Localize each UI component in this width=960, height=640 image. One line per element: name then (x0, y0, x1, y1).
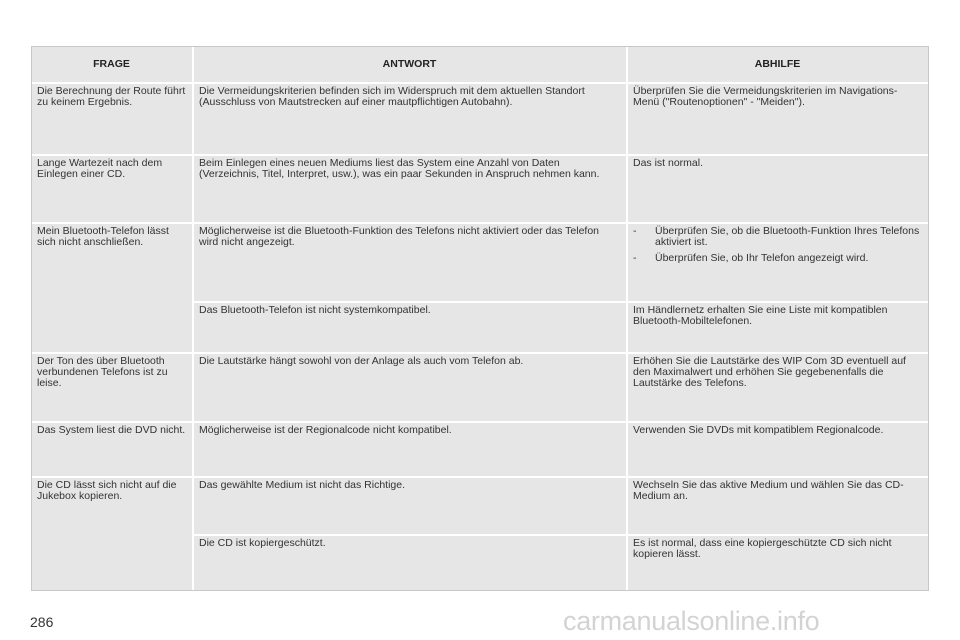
column-divider (192, 47, 194, 590)
row-dvd-frage: Das System liest die DVD nicht. (37, 424, 186, 436)
header-abhilfe: ABHILFE (754, 58, 801, 70)
row-bluetooth-abhilfe (628, 224, 928, 269)
bullet-text: Überprüfen Sie, ob die Bluetooth-Funktion Ihres Telefons aktiviert ist. (655, 225, 920, 248)
row-route-frage: Die Berechnung der Route führt zu keinem Ergebnis. (37, 85, 186, 108)
row-volume-abhilfe: Erhöhen Sie die Lautstärke des WIP Com 3D eventuell auf den Maximalwert und erhöhen Sie gegebenenfalls die Lautstärke des Telefons. (633, 355, 906, 389)
row-jukebox-abhilfe: Wechseln Sie das aktive Medium und wählen Sie das CD-Medium an. (633, 479, 904, 502)
row-cd-wait-abhilfe: Das ist normal. (633, 157, 704, 169)
watermark: carmanualsonline.info (563, 606, 820, 636)
row-bt-compat-abhilfe: Im Händlernetz erhalten Sie eine Liste mit kompatiblen Bluetooth-Mobiltelefonen. (633, 304, 888, 327)
row-dvd-antwort: Möglicherweise ist der Regionalcode nicht kompatibel. (199, 424, 452, 436)
bullet-dash: - (633, 252, 637, 264)
row-jukebox-antwort: Das gewählte Medium ist nicht das Richtige. (199, 479, 406, 491)
row-copyprotect-antwort: Die CD ist kopiergeschützt. (199, 537, 326, 549)
row-bt-compat-antwort: Das Bluetooth-Telefon ist nicht systemkompatibel. (199, 304, 431, 316)
row-volume-frage: Der Ton des über Bluetooth verbundenen Telefons ist zu leise. (37, 355, 168, 389)
row-cd-wait-antwort: Beim Einlegen eines neuen Mediums liest das System eine Anzahl von Daten (Verzeichnis, Titel, Interpret, usw.), was ein paar Sekunden in Anspruch nehmen kann. (199, 157, 600, 180)
row-cd-wait-frage: Lange Wartezeit nach dem Einlegen einer CD. (37, 157, 163, 180)
header-antwort: ANTWORT (382, 58, 437, 70)
page-number: 286 (30, 614, 54, 630)
row-bluetooth-antwort: Möglicherweise ist die Bluetooth-Funktion des Telefons nicht aktiviert oder das Telefon wird nicht angezeigt. (199, 225, 599, 248)
troubleshooting-table (31, 46, 929, 591)
row-jukebox-frage: Die CD lässt sich nicht auf die Jukebox kopieren. (37, 479, 177, 502)
row-dvd-abhilfe: Verwenden Sie DVDs mit kompatiblem Regionalcode. (633, 424, 884, 436)
bullet-dash: - (633, 225, 637, 237)
bullet-item (633, 226, 922, 248)
row-copyprotect-abhilfe: Es ist normal, dass eine kopiergeschützte CD sich nicht kopieren lässt. (633, 537, 892, 560)
header-frage: FRAGE (93, 58, 130, 70)
bullet-item (633, 253, 922, 264)
row-bluetooth-frage: Mein Bluetooth-Telefon lässt sich nicht anschließen. (37, 225, 169, 248)
row-route-abhilfe: Überprüfen Sie die Vermeidungskriterien im Navigations-Menü ("Routenoptionen" - "Meiden"). (633, 85, 898, 108)
row-volume-antwort: Die Lautstärke hängt sowohl von der Anlage als auch vom Telefon ab. (199, 355, 524, 367)
row-route-antwort: Die Vermeidungskriterien befinden sich im Widerspruch mit dem aktuellen Standort (Ausschluss von Mautstrecken auf einer mautpflichtigen Autobahn). (199, 85, 585, 108)
bullet-text: Überprüfen Sie, ob Ihr Telefon angezeigt wird. (655, 252, 869, 264)
